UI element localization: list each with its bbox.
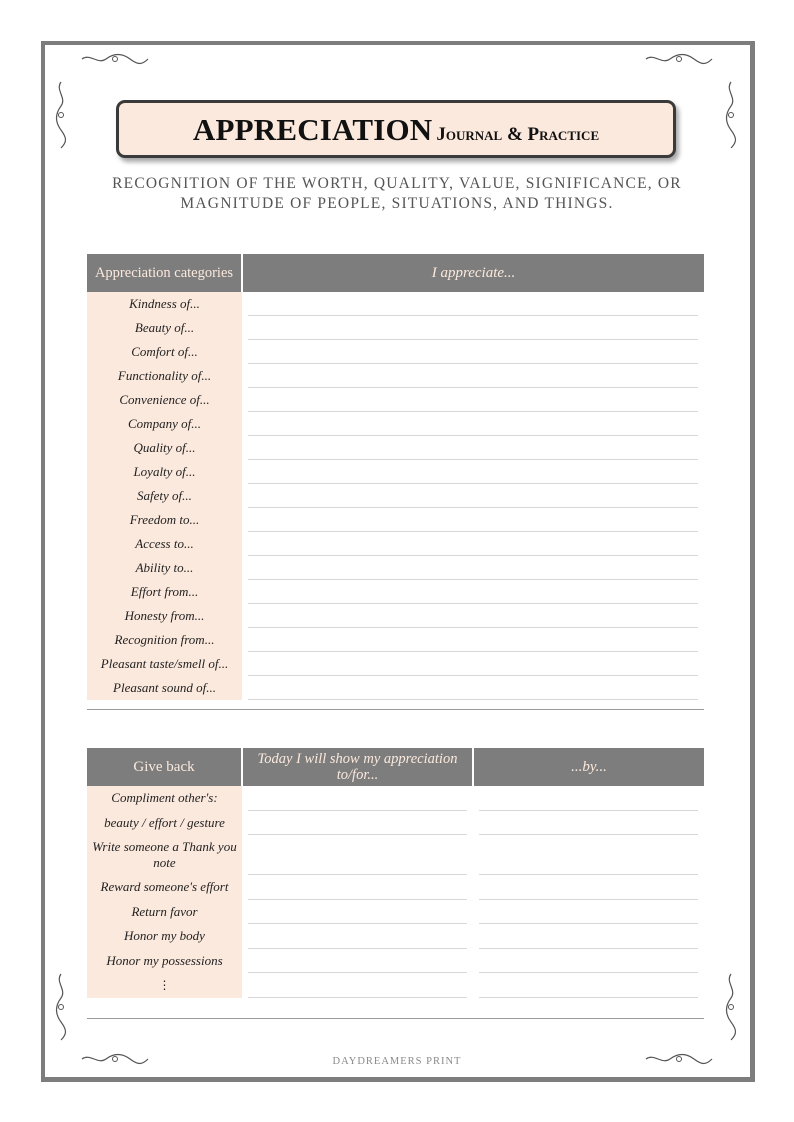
table-row [87, 580, 704, 604]
give-back-table [87, 748, 704, 998]
table-row [87, 460, 704, 484]
table-row [87, 412, 704, 436]
by-entry-line[interactable] [473, 973, 704, 998]
appreciation-entry-line[interactable] [242, 580, 704, 604]
category-label: Company of... [87, 412, 242, 436]
category-label: Effort from... [87, 580, 242, 604]
table-row [87, 604, 704, 628]
by-entry-line[interactable] [473, 786, 704, 811]
appreciation-entry-line[interactable] [242, 292, 704, 316]
give-back-label: beauty / effort / gesture [87, 811, 242, 836]
table-row [87, 652, 704, 676]
corner-ornament-icon [724, 972, 738, 1042]
table-bottom-rule [87, 709, 704, 710]
category-label: Comfort of... [87, 340, 242, 364]
table-row [87, 875, 704, 900]
today-entry-line[interactable] [242, 900, 473, 925]
category-label: Kindness of... [87, 292, 242, 316]
today-entry-line[interactable] [242, 973, 473, 998]
appreciation-entry-line[interactable] [242, 436, 704, 460]
today-entry-line[interactable] [242, 786, 473, 811]
title-secondary: Journal & Practice [436, 124, 600, 145]
table-row [87, 835, 704, 875]
category-label: Loyalty of... [87, 460, 242, 484]
page-title [119, 112, 673, 148]
category-label: Functionality of... [87, 364, 242, 388]
footer-brand: DAYDREAMERS PRINT [332, 1056, 462, 1067]
category-label: Recognition from... [87, 628, 242, 652]
table-row [87, 900, 704, 925]
table-row [87, 973, 704, 998]
corner-ornament-icon [724, 80, 738, 150]
category-label: Ability to... [87, 556, 242, 580]
category-label: Beauty of... [87, 316, 242, 340]
by-entry-line[interactable] [473, 924, 704, 949]
today-entry-line[interactable] [242, 949, 473, 974]
by-entry-line[interactable] [473, 835, 704, 875]
appreciation-entry-line[interactable] [242, 652, 704, 676]
category-label: Convenience of... [87, 388, 242, 412]
definition-subtitle: RECOGNITION OF THE WORTH, QUALITY, VALUE, SIGNIFICANCE, OR MAGNITUDE OF PEOPLE, SITUATIONS, AND THINGS. [112, 175, 682, 212]
by-entry-line[interactable] [473, 900, 704, 925]
table-row [87, 292, 704, 316]
flourish-icon [80, 52, 150, 66]
appreciation-entry-line[interactable] [242, 604, 704, 628]
table-row [87, 786, 704, 811]
table-row [87, 388, 704, 412]
appreciation-entry-line[interactable] [242, 316, 704, 340]
header-categories: Appreciation categories [87, 254, 242, 292]
category-label: Honesty from... [87, 604, 242, 628]
today-entry-line[interactable] [242, 924, 473, 949]
today-entry-line[interactable] [242, 835, 473, 875]
category-label: Access to... [87, 532, 242, 556]
table-row [87, 628, 704, 652]
appreciation-entry-line[interactable] [242, 556, 704, 580]
appreciation-entry-line[interactable] [242, 628, 704, 652]
by-entry-line[interactable] [473, 875, 704, 900]
appreciation-entry-line[interactable] [242, 508, 704, 532]
appreciation-entry-line[interactable] [242, 364, 704, 388]
table-row [87, 508, 704, 532]
by-entry-line[interactable] [473, 811, 704, 836]
give-back-label: Reward someone's effort [87, 875, 242, 900]
appreciation-entry-line[interactable] [242, 484, 704, 508]
header-today: Today I will show my appreciation to/for... [242, 748, 473, 786]
category-label: Safety of... [87, 484, 242, 508]
today-entry-line[interactable] [242, 811, 473, 836]
header-give-back: Give back [87, 748, 242, 786]
table-row [87, 532, 704, 556]
appreciation-table [87, 254, 704, 700]
appreciation-entry-line[interactable] [242, 388, 704, 412]
category-label: Pleasant sound of... [87, 676, 242, 700]
table-row [87, 556, 704, 580]
flourish-icon [644, 52, 714, 66]
table-row [87, 949, 704, 974]
category-label: Pleasant taste/smell of... [87, 652, 242, 676]
appreciation-entry-line[interactable] [242, 412, 704, 436]
title-banner [116, 100, 676, 158]
header-by: ...by... [473, 748, 704, 786]
give-back-label: Honor my body [87, 924, 242, 949]
today-entry-line[interactable] [242, 875, 473, 900]
table-row [87, 340, 704, 364]
table-bottom-rule [87, 1018, 704, 1019]
corner-ornament-icon [54, 972, 68, 1042]
table-row [87, 484, 704, 508]
title-main: APPRECIATION [192, 112, 433, 147]
table-row [87, 676, 704, 700]
give-back-label: Compliment other's: [87, 786, 242, 811]
appreciation-entry-line[interactable] [242, 460, 704, 484]
appreciation-entry-line[interactable] [242, 676, 704, 700]
appreciation-entry-line[interactable] [242, 340, 704, 364]
table-row [87, 924, 704, 949]
give-back-label: ⋮ [87, 973, 242, 998]
give-back-label: Return favor [87, 900, 242, 925]
table-row [87, 436, 704, 460]
header-i-appreciate: I appreciate... [242, 254, 704, 292]
appreciation-entry-line[interactable] [242, 532, 704, 556]
table-row [87, 316, 704, 340]
table-row [87, 811, 704, 836]
table-row [87, 364, 704, 388]
category-label: Freedom to... [87, 508, 242, 532]
corner-ornament-icon [54, 80, 68, 150]
give-back-label: Honor my possessions [87, 949, 242, 974]
category-label: Quality of... [87, 436, 242, 460]
give-back-label: Write someone a Thank you note [87, 835, 242, 875]
by-entry-line[interactable] [473, 949, 704, 974]
